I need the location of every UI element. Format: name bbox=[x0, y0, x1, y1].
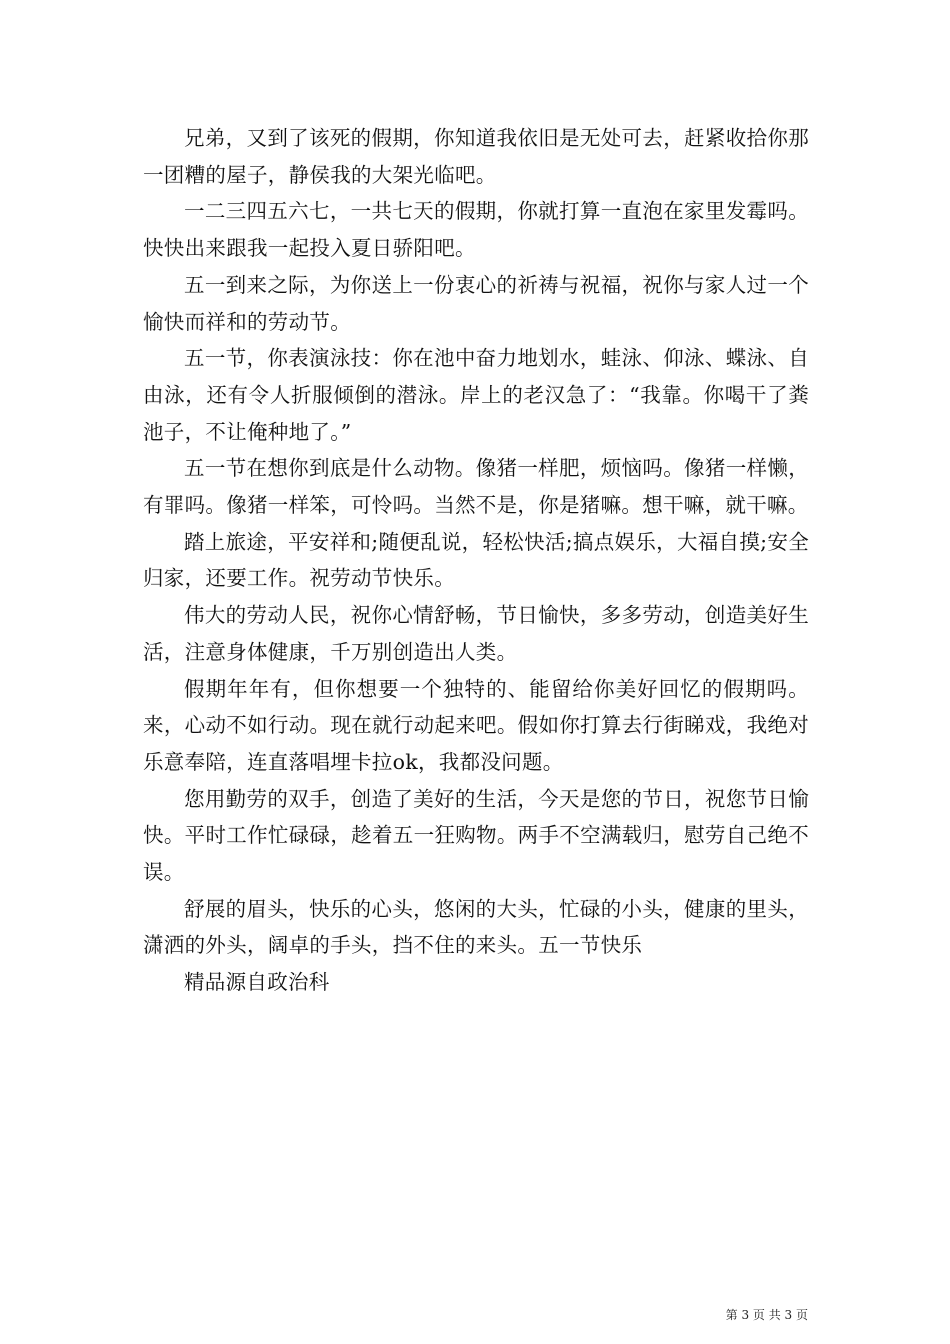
paragraph: 您用勤劳的双手，创造了美好的生活，今天是您的节日，祝您节日愉快。平时工作忙碌碌，趁着五一狂购物。两手不空满载归，慰劳自己绝不误。 bbox=[143, 786, 809, 885]
page-number-footer: 第 3 页 共 3 页 bbox=[725, 1308, 808, 1322]
paragraph: 五一到来之际，为你送上一份衷心的祈祷与祝福，祝你与家人过一个愉快而祥和的劳动节。 bbox=[143, 272, 809, 334]
paragraph: 五一节在想你到底是什么动物。像猪一样肥，烦恼吗。像猪一样懒，有罪吗。像猪一样笨，可怜吗。当然不是，你是猪嘛。想干嘛，就干嘛。 bbox=[143, 456, 809, 518]
source-note: 精品源自政治科 bbox=[184, 970, 330, 995]
paragraph: 假期年年有，但你想要一个独特的、能留给你美好回忆的假期吗。来，心动不如行动。现在就行动起来吧。假如你打算去行街睇戏，我绝对乐意奉陪，连直落唱埋卡拉ok，我都没问题。 bbox=[143, 676, 809, 774]
paragraph: 舒展的眉头，快乐的心头，悠闲的大头，忙碌的小头，健康的里头，潇洒的外头，阔卓的手头，挡不住的来头。五一节快乐 bbox=[143, 896, 809, 958]
paragraph: 踏上旅途，平安祥和;随便乱说，轻松快活;搞点娱乐，大福自摸;安全归家，还要工作。祝劳动节快乐。 bbox=[143, 529, 809, 591]
paragraph: 伟大的劳动人民，祝你心情舒畅，节日愉快，多多劳动，创造美好生活，注意身体健康，千万别创造出人类。 bbox=[143, 603, 809, 664]
paragraph: 一二三四五六七，一共七天的假期，你就打算一直泡在家里发霉吗。快快出来跟我一起投入夏日骄阳吧。 bbox=[143, 199, 809, 261]
document-body bbox=[143, 120, 809, 1001]
paragraph: 兄弟，又到了该死的假期，你知道我依旧是无处可去，赶紧收拾你那一团糟的屋子，静侯我的大架光临吧。 bbox=[143, 126, 809, 187]
paragraph: 五一节，你表演泳技：你在池中奋力地划水，蛙泳、仰泳、蝶泳、自由泳，还有令人折服倾倒的潜泳。岸上的老汉急了：“我靠。你喝干了粪池子，不让俺种地了。” bbox=[143, 346, 809, 444]
